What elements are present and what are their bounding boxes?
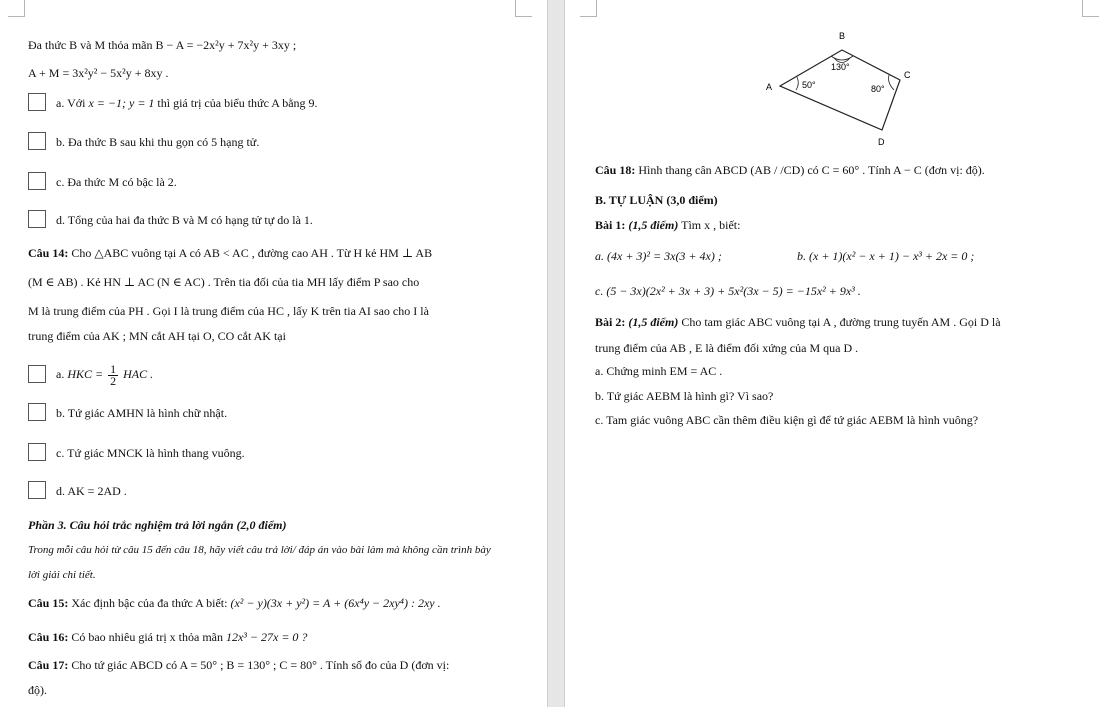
q13-option-d: d. Tổng của hai đa thức B và M có hạng tử tự do là 1.	[56, 213, 313, 227]
answer-checkbox-13b[interactable]	[28, 132, 46, 150]
q13-option-c: c. Đa thức M có bậc là 2.	[56, 175, 177, 189]
q14a-rhs: HAC .	[123, 367, 154, 381]
q14-option-a	[56, 361, 153, 387]
bai1-score: (1,5 điểm)	[628, 218, 679, 232]
bai2-score: (1,5 điểm)	[628, 315, 679, 329]
angle-label-c: 80°	[871, 84, 885, 94]
q14a-prefix: a.	[56, 367, 65, 381]
q14-line-1	[28, 246, 432, 260]
q14-line-3: M là trung điểm của PH . Gọi I là trung điểm của HC , lấy K trên tia AI sao cho I là	[28, 304, 429, 318]
vertex-label-b: B	[839, 31, 846, 41]
bai1-header	[595, 218, 740, 232]
bai2-label: Bài 2:	[595, 315, 626, 329]
q16-line	[28, 630, 307, 644]
crop-mark	[8, 0, 25, 17]
q14-option-d: d. AK = 2AD .	[56, 484, 127, 498]
q16-math: 12x³ − 27x = 0 ?	[225, 630, 308, 644]
crop-mark	[1082, 0, 1099, 17]
bai2-part-c: c. Tam giác vuông ABC cần thêm điều kiện gì để tứ giác AEBM là hình vuông?	[595, 413, 979, 427]
bai2-part-a: a. Chứng minh EM = AC .	[595, 364, 723, 378]
fraction-one-half	[108, 361, 118, 388]
part-b-title: B. TỰ LUẬN (3,0 điểm)	[595, 193, 718, 207]
answer-checkbox-14d[interactable]	[28, 481, 46, 499]
q18-text: Hình thang cân ABCD (AB / /CD) có C = 60° . Tính A − C (đơn vị: độ).	[638, 163, 985, 177]
answer-checkbox-13d[interactable]	[28, 210, 46, 228]
bai1-part-a: a. (4x + 3)² = 3x(3 + 4x) ;	[595, 249, 722, 263]
quadrilateral-figure	[745, 26, 925, 150]
q17-line-2: độ).	[28, 683, 47, 697]
q17-label: Câu 17:	[28, 658, 69, 672]
q14-label: Câu 14:	[28, 246, 69, 260]
q14-text-1: Cho △ABC vuông tại A có AB < AC , đường cao AH . Từ H kẻ HM ⊥ AB	[71, 246, 433, 260]
q15-math: (x² − y)(3x + y²) = A + (6x⁴y − 2xy⁴) : 2xy .	[230, 596, 441, 610]
q18-label: Câu 18:	[595, 163, 636, 177]
part3-instruction-1: Trong mỗi câu hỏi từ câu 15 đến câu 18, hãy viết câu trả lời/ đáp án vào bài làm mà không cần trình bày	[28, 544, 491, 556]
answer-checkbox-13c[interactable]	[28, 172, 46, 190]
q13a-text: thì giá trị của biểu thức A bằng 9.	[157, 96, 318, 110]
bai2-part-b: b. Tứ giác AEBM là hình gì? Vì sao?	[595, 389, 774, 403]
q17-line-1	[28, 658, 449, 672]
bai2-text-1: Cho tam giác ABC vuông tại A , đường trung tuyến AM . Gọi D là	[681, 315, 1001, 329]
q16-text: Có bao nhiêu giá trị x thỏa mãn	[71, 630, 223, 644]
bai2-line-1	[595, 315, 1001, 329]
q13-option-a	[56, 96, 318, 110]
bai1-part-b: b. (x + 1)(x² − x + 1) − x³ + 2x = 0 ;	[797, 249, 975, 263]
part3-title: Phần 3. Câu hỏi trắc nghiệm trả lời ngắn (2,0 điểm)	[28, 518, 287, 532]
angle-arc-a	[796, 77, 798, 90]
page-gutter	[547, 0, 565, 707]
q14a-lhs: HKC =	[67, 367, 104, 381]
q16-label: Câu 16:	[28, 630, 69, 644]
answer-checkbox-14b[interactable]	[28, 403, 46, 421]
bai2-line-2: trung điểm của AB , E là điểm đối xứng của M qua D .	[595, 341, 859, 355]
q13a-math: x = −1; y = 1	[88, 96, 155, 110]
angle-label-b: 130°	[831, 62, 850, 72]
intro-line-1: Đa thức B và M thỏa mãn B − A = −2x²y + 7x²y + 3xy ;	[28, 38, 297, 52]
fraction-denominator: 2	[110, 373, 117, 388]
crop-mark	[580, 0, 597, 17]
answer-checkbox-13a[interactable]	[28, 93, 46, 111]
angle-arc-c	[889, 75, 894, 90]
q18-line	[595, 163, 985, 177]
q14-line-4: trung điểm của AK ; MN cắt AH tại O, CO cắt AK tại	[28, 329, 286, 343]
intro-line-2: A + M = 3x²y² − 5x²y + 8xy .	[28, 66, 169, 80]
vertex-label-d: D	[878, 137, 885, 147]
document-page-right	[565, 0, 1114, 707]
q14-line-2: (M ∈ AB) . Kẻ HN ⊥ AC (N ∈ AC) . Trên tia đối của tia MH lấy điểm P sao cho	[28, 275, 420, 289]
q15-label: Câu 15:	[28, 596, 69, 610]
bai1-part-c: c. (5 − 3x)(2x² + 3x + 3) + 5x²(3x − 5) = −15x² + 9x³ .	[595, 284, 861, 298]
bai1-text: Tìm x , biết:	[681, 218, 741, 232]
q13a-prefix: a. Với	[56, 96, 86, 110]
bai1-label: Bài 1:	[595, 218, 626, 232]
q15-text: Xác định bậc của đa thức A biết:	[71, 596, 228, 610]
angle-label-a: 50°	[802, 80, 816, 90]
q14-option-c: c. Tứ giác MNCK là hình thang vuông.	[56, 446, 245, 460]
q13-option-b: b. Đa thức B sau khi thu gọn có 5 hạng tử.	[56, 135, 260, 149]
vertex-label-a: A	[766, 82, 773, 92]
part3-instruction-2: lời giải chi tiết.	[28, 569, 96, 581]
q15-line	[28, 596, 441, 610]
answer-checkbox-14a[interactable]	[28, 365, 46, 383]
crop-mark	[515, 0, 532, 17]
answer-checkbox-14c[interactable]	[28, 443, 46, 461]
q14-option-b: b. Tứ giác AMHN là hình chữ nhật.	[56, 406, 228, 420]
q17-text-1: Cho tứ giác ABCD có A = 50° ; B = 130° ; C = 80° . Tính số đo của D (đơn vị:	[71, 658, 450, 672]
document-page-left	[0, 0, 547, 707]
fraction-numerator: 1	[110, 361, 117, 376]
vertex-label-c: C	[904, 70, 911, 80]
